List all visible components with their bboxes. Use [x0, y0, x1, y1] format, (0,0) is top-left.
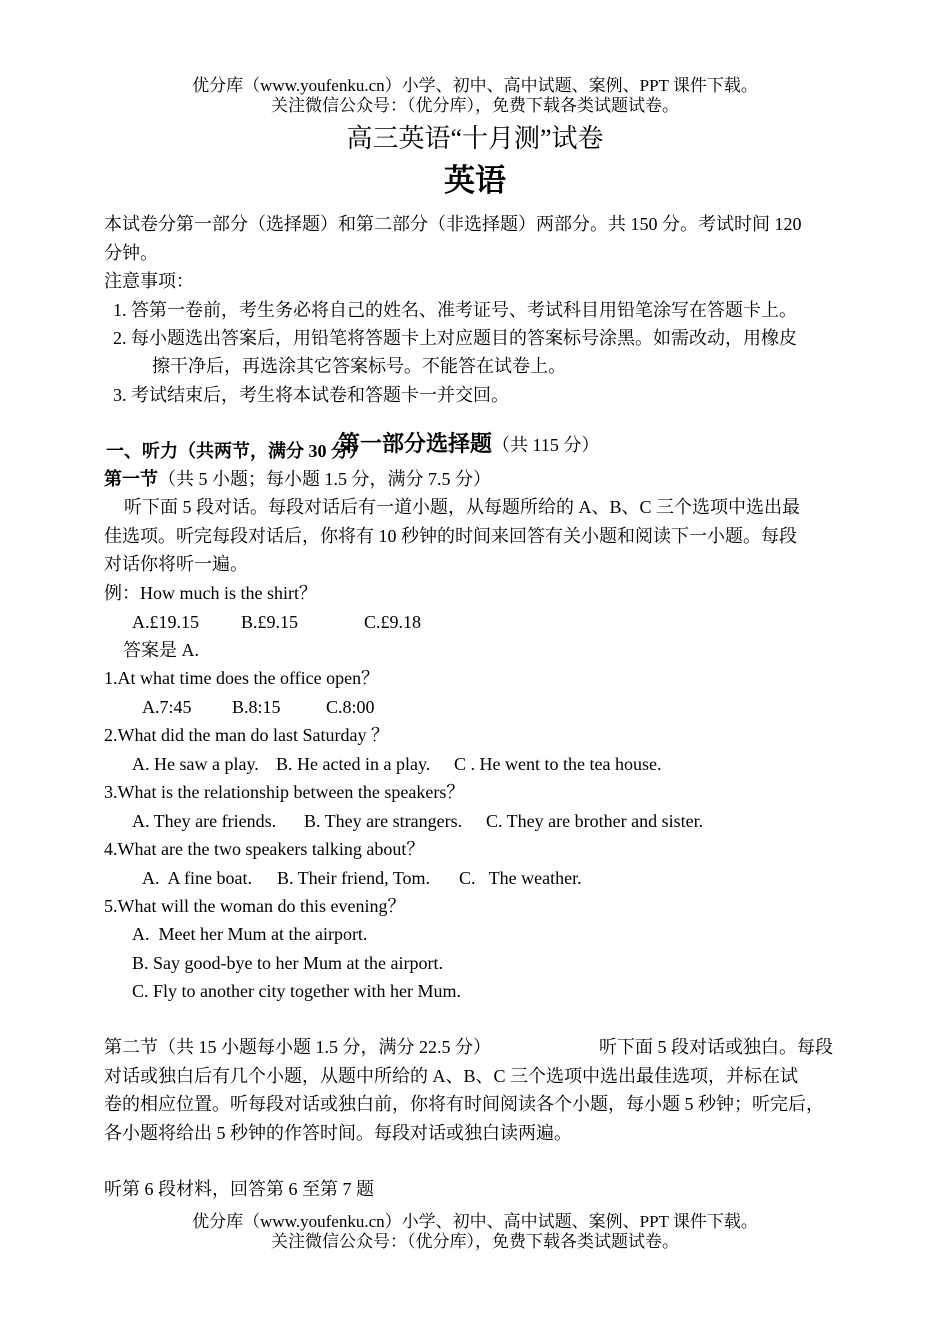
- footer-line-2: 关注微信公众号：（优分库），免费下载各类试题试卷。: [271, 1232, 679, 1251]
- section-one-heading: [104, 468, 491, 490]
- question-4: 4.What are the two speakers talking about？: [104, 839, 425, 859]
- question-1: 1.At what time does the office open？: [104, 668, 380, 688]
- question-2-option-a: A. He saw a play.: [132, 754, 259, 774]
- question-4-option-b: B. Their friend, Tom.: [277, 868, 431, 888]
- intro-line-1: 本试卷分第一部分（选择题）和第二部分（非选择题）两部分。共 150 分。考试时间 120: [104, 214, 802, 234]
- question-5: 5.What will the woman do this evening？: [104, 896, 406, 916]
- question-3-option-a: A. They are friends.: [132, 811, 277, 831]
- example-option-c: C.£9.18: [364, 612, 422, 632]
- example-question: 例：How much is the shirt？: [104, 583, 317, 603]
- notes-item-2-cont: 擦干净后，再选涂其它答案标号。不能答在试卷上。: [152, 356, 566, 376]
- notes-item-1: 1. 答第一卷前，考生务必将自己的姓名、准考证号、考试科目用铅笔涂写在答题卡上。: [113, 300, 797, 320]
- section-one-info: （共 5 小题；每小题 1.5 分，满分 7.5 分）: [158, 469, 491, 489]
- listening-heading-text: 一、听力（共两节，满分 30 分）: [106, 441, 367, 461]
- question-2: 2.What did the man do last Saturday ？: [104, 725, 389, 745]
- example-answer: 答案是 A.: [123, 640, 199, 660]
- section-two-heading: 第二节（共 15 小题每小题 1.5 分，满分 22.5 分）: [104, 1037, 491, 1057]
- intro-line-2: 分钟。: [104, 243, 158, 263]
- subject-title: 英语: [444, 163, 506, 198]
- notes-heading: 注意事项：: [104, 271, 194, 291]
- notes-item-2: 2. 每小题选出答案后，用铅笔将答题卡上对应题目的答案标号涂黑。如需改动，用橡皮: [113, 328, 797, 348]
- section-two-instr-2: 对话或独白后有几个小题，从题中所给的 A、B、C 三个选项中选出最佳选项，并标在试: [104, 1066, 799, 1086]
- material-6-heading: 听第 6 段材料，回答第 6 至第 7 题: [104, 1179, 374, 1199]
- footer-line-1: 优分库（www.youfenku.cn）小学、初中、高中试题、案例、PPT 课件下载。: [192, 1212, 758, 1231]
- example-option-a: A.£19.15: [132, 612, 199, 632]
- question-3: 3.What is the relationship between the speakers？: [104, 782, 465, 802]
- section-one-label: 第一节: [104, 469, 158, 489]
- section-one-instr-2: 佳选项。听完每段对话后，你将有 10 秒钟的时间来回答有关小题和阅读下一小题。每段: [104, 526, 797, 546]
- question-1-option-b: B.8:15: [232, 697, 281, 717]
- header-line-2: 关注微信公众号：（优分库），免费下载各类试题试卷。: [271, 96, 679, 115]
- notes-item-3: 3. 考试结束后，考生将本试卷和答题卡一并交回。: [113, 385, 509, 405]
- example-option-b: B.£9.15: [241, 612, 299, 632]
- section-one-instr-1: 听下面 5 段对话。每段对话后有一道小题，从每题所给的 A、B、C 三个选项中选出最: [124, 497, 801, 517]
- section-one-instr-3: 对话你将听一遍。: [104, 554, 248, 574]
- question-1-option-c: C.8:00: [326, 697, 375, 717]
- question-3-option-b: B. They are strangers.: [304, 811, 463, 831]
- part-one-title: 第一部分选择题: [338, 431, 493, 456]
- question-2-option-c: C . He went to the tea house.: [454, 754, 662, 774]
- question-3-option-c: C. They are brother and sister.: [486, 811, 704, 831]
- part-one-score: （共 115 分）: [492, 435, 600, 455]
- header-line-1: 优分库（www.youfenku.cn）小学、初中、高中试题、案例、PPT 课件下载。: [192, 76, 758, 95]
- section-two-instr-3: 卷的相应位置。听每段对话或独白前，你将有时间阅读各个小题，每小题 5 秒钟；听完后，: [104, 1094, 824, 1114]
- question-5-option-c: C. Fly to another city together with her Mum.: [132, 981, 461, 1001]
- question-5-option-b: B. Say good-bye to her Mum at the airport.: [132, 953, 443, 973]
- exam-title: 高三英语“十月测”试卷: [346, 124, 604, 153]
- question-4-option-a: A. A fine boat.: [142, 868, 252, 888]
- question-4-option-c: C. The weather.: [459, 868, 582, 888]
- question-5-option-a: A. Meet her Mum at the airport.: [132, 924, 368, 944]
- listening-heading: [106, 440, 367, 462]
- section-two-instr-4: 各小题将给出 5 秒钟的作答时间。每段对话或独白读两遍。: [104, 1123, 572, 1143]
- question-2-option-b: B. He acted in a play.: [276, 754, 431, 774]
- part-one-heading: [329, 411, 599, 456]
- question-1-option-a: A.7:45: [142, 697, 192, 717]
- section-two-instr-start: 听下面 5 段对话或独白。每段: [599, 1037, 833, 1057]
